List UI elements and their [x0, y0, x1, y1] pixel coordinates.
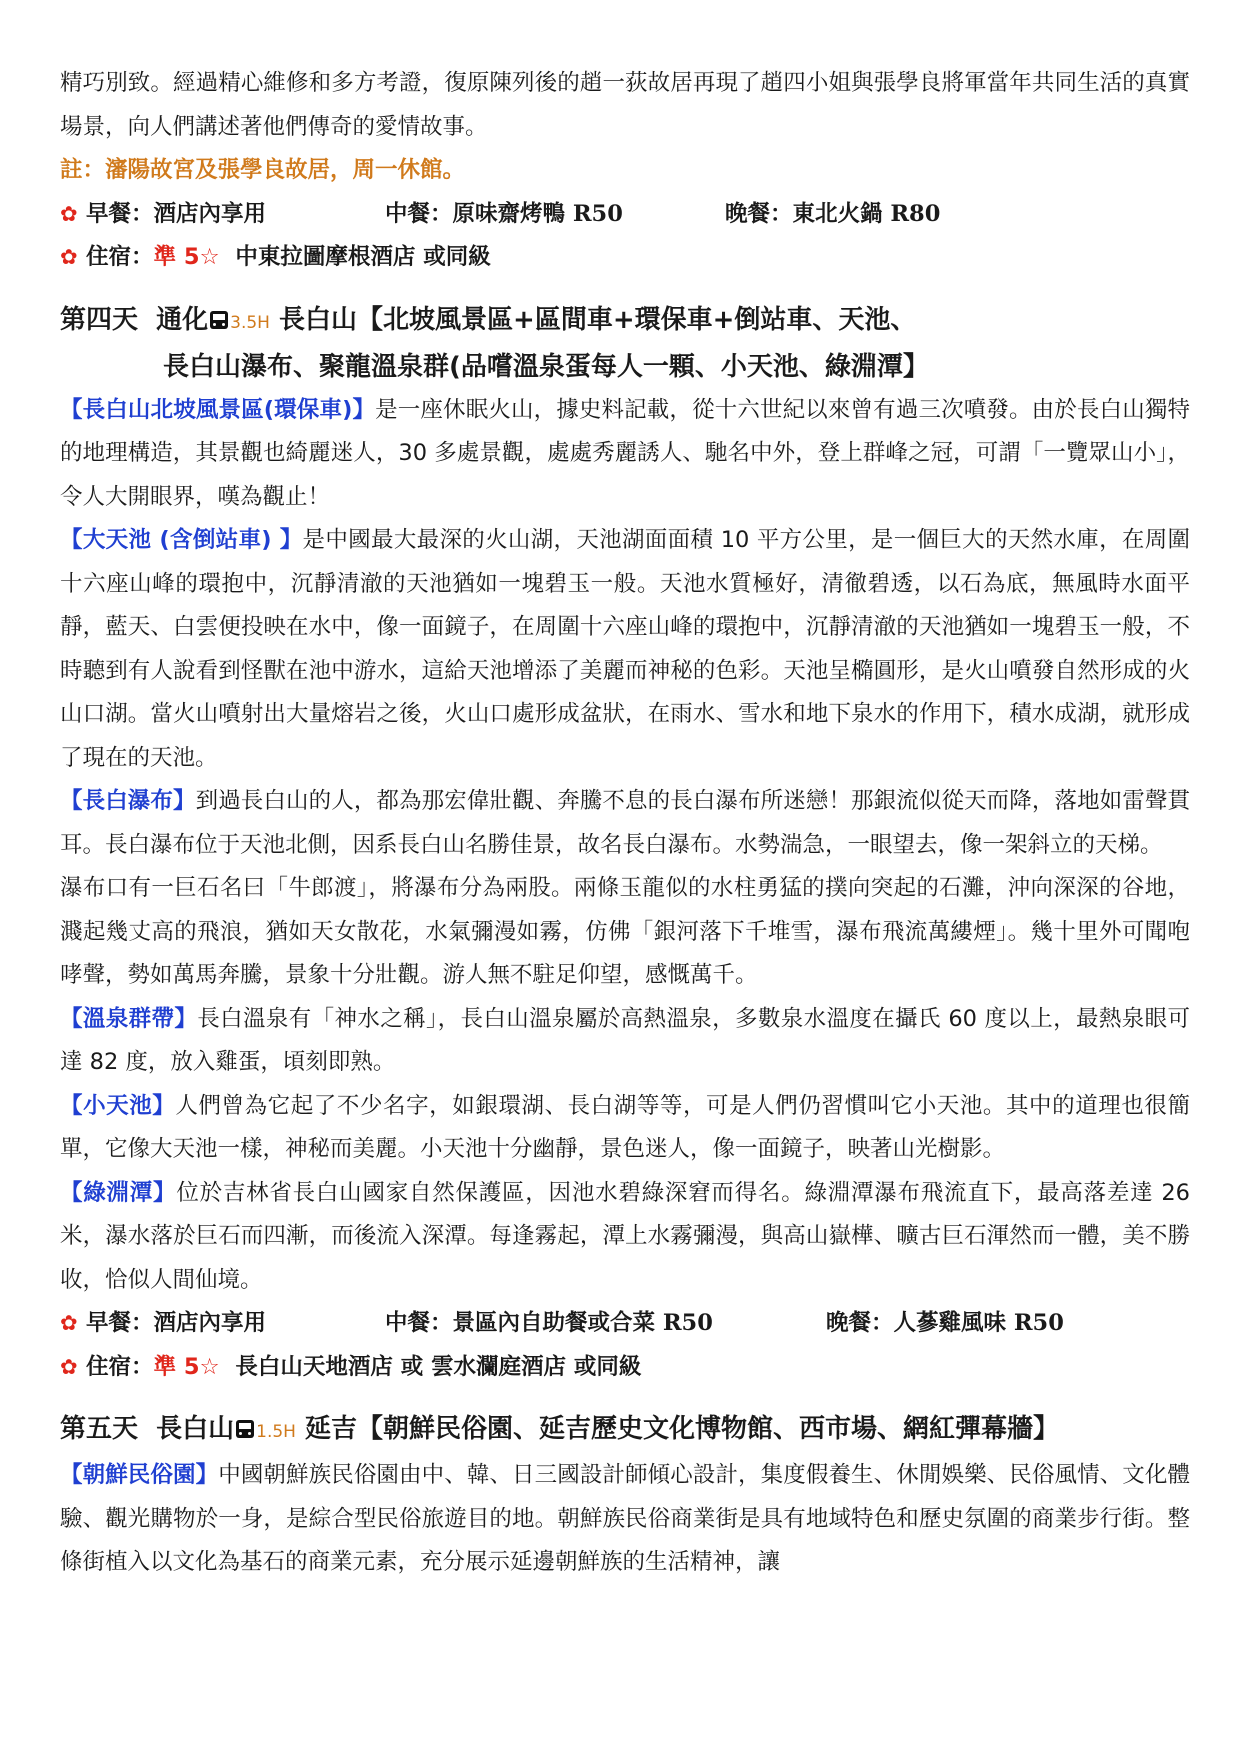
day3-meals — [60, 193, 1190, 237]
intro-paragraph: 精巧別致。經過精心維修和多方考證，復原陳列後的趙一荻故居再現了趙四小姐與張學良將軍當年共同生活的真實場景，向人們講述著他們傳奇的愛情故事。 — [60, 70, 1190, 140]
stay-rating: 準 5☆ — [153, 244, 220, 270]
flower-icon: ✿ — [60, 1354, 78, 1379]
stay-label: 住宿： — [86, 244, 154, 270]
lunch-price: R50 — [572, 200, 623, 227]
day-number: 第五天 — [60, 1414, 139, 1444]
section-paragraph — [60, 998, 1190, 1085]
bus-icon — [236, 1420, 254, 1438]
section-text: 人們曾為它起了不少名字，如銀環湖、長白湖等等，可是人們仍習慣叫它小天池。其中的道理也很簡單，它像大天池一樣，神秘而美麗。小天池十分幽靜，景色迷人，像一面鏡子，映著山光樹影。 — [60, 1092, 1190, 1162]
dinner-text: 晚餐：人蔘雞風味 — [826, 1310, 1007, 1336]
dinner-price: R50 — [1013, 1310, 1064, 1336]
breakfast-text: 早餐：酒店內享用 — [86, 200, 267, 227]
section-label: 【長白瀑布】 — [60, 788, 196, 814]
section-text: 到過長白山的人，都為那宏偉壯觀、奔騰不息的長白瀑布所迷戀！那銀流似從天而降，落地如雷聲貫耳。長白瀑布位于天池北側，因系長白山名勝佳景，故名長白瀑布。水勢湍急，一眼望去，像一架斜立的天梯。 — [60, 788, 1190, 858]
section-text: 位於吉林省長白山國家自然保護區，因池水碧綠深窘而得名。綠淵潭瀑布飛流直下，最高落差達 26 米，瀑水落於巨石而四漸，而後流入深潭。每逢霧起，潭上水霧彌漫，與高山嶽樺、曠古巨石渾然而一體，美不勝收，恰似人間仙境。 — [60, 1179, 1190, 1293]
stay-hotel: 中東拉圖摩根酒店 或同級 — [235, 244, 491, 270]
stay-hotel: 長白山天地酒店 或 雲水瀾庭酒店 或同級 — [235, 1353, 642, 1380]
breakfast-text: 早餐：酒店內享用 — [86, 1310, 267, 1336]
travel-duration: 3.5H — [230, 312, 270, 333]
section-text: 中國朝鮮族民俗園由中、韓、日三國設計師傾心設計，集度假養生、休閒娛樂、民俗風情、文化體驗、觀光購物於一身，是綜合型民俗旅遊目的地。朝鮮族民俗商業街是具有地域特色和歷史氛圍的商業步行街。整條街植入以文化為基石的商業元素，充分展示延邊朝鮮族的生活精神，讓 — [60, 1462, 1190, 1575]
lunch-text: 中餐：原味齋烤鴨 — [385, 200, 566, 227]
bus-icon — [210, 311, 228, 329]
dinner-text: 晚餐：東北火鍋 — [725, 200, 883, 227]
day4-title-line2: 長白山瀑布、聚龍溫泉群(品嚐溫泉蛋每人一顆、小天池、綠淵潭】 — [163, 351, 929, 382]
itinerary-page — [60, 62, 1190, 1585]
section-paragraph — [60, 867, 1190, 998]
section-paragraph — [60, 519, 1190, 780]
day-title-rest: 長白山【北坡風景區+區間車+環保車+倒站車、天池、 — [279, 304, 917, 335]
section-paragraph — [60, 1454, 1190, 1585]
section-label: 【長白山北坡風景區(環保車)】 — [60, 396, 376, 423]
section-label: 【綠淵潭】 — [60, 1179, 177, 1206]
day4-title — [60, 298, 1190, 345]
dinner-price: R80 — [890, 200, 941, 227]
section-paragraph — [60, 780, 1190, 867]
stay-rating: 準 5☆ — [153, 1353, 220, 1380]
day4-meals — [60, 1302, 1190, 1346]
section-label: 【溫泉群帶】 — [60, 1005, 198, 1032]
closing-note: 註：瀋陽故宮及張學良故居，周一休館。 — [60, 157, 466, 183]
day3-stay — [60, 236, 1190, 280]
section-paragraph — [60, 1085, 1190, 1172]
flower-icon: ✿ — [60, 245, 78, 269]
flower-icon: ✿ — [60, 1311, 78, 1335]
flower-icon: ✿ — [60, 201, 78, 226]
section-label: 【大天池 (含倒站車) 】 — [60, 527, 303, 553]
section-text: 瀑布口有一巨石名曰「牛郎渡」，將瀑布分為兩股。兩條玉龍似的水柱勇猛的撲向突起的石灘，沖向深深的谷地，濺起幾丈高的飛浪，猶如天女散花，水氣彌漫如霧，仿佛「銀河落下千堆雪，瀑布飛流萬縷煙」。幾十里外可聞咆哮聲，勢如萬馬奔騰，景象十分壯觀。游人無不駐足仰望，感慨萬千。 — [60, 875, 1190, 988]
section-text: 是中國最大最深的火山湖，天池湖面面積 10 平方公里，是一個巨大的天然水庫，在周圍十六座山峰的環抱中，沉靜清澈的天池猶如一塊碧玉一般。天池水質極好，清徹碧透，以石為底，無風時水面平靜，藍天、白雲便投映在水中，像一面鏡子，在周圍十六座山峰的環抱中，沉靜清澈的天池猶如一塊碧玉一般，不時聽到有人說看到怪獸在池中游水，這給天池增添了美麗而神秘的色彩。天池呈橢圓形，是火山噴發自然形成的火山口湖。當火山噴射出大量熔岩之後，火山口處形成盆狀，在雨水、雪水和地下泉水的作用下，積水成湖，就形成了現在的天池。 — [60, 527, 1191, 771]
from-location: 長白山 — [156, 1414, 235, 1444]
section-paragraph — [60, 389, 1190, 520]
travel-duration: 1.5H — [256, 1422, 296, 1442]
lunch-price: R50 — [662, 1310, 713, 1336]
from-location: 通化 — [156, 304, 209, 335]
section-text: 是一座休眠火山，據史料記載，從十六世紀以來曾有過三次噴發。由於長白山獨特的地理構造，其景觀也綺麗迷人，30 多處景觀，處處秀麗誘人、馳名中外，登上群峰之冠，可謂「一覽眾山小」，令人大開眼界，嘆為觀止！ — [60, 396, 1190, 510]
section-label: 【朝鮮民俗園】 — [60, 1462, 219, 1488]
day-title-rest: 延吉【朝鮮民俗園、延吉歷史文化博物館、西市場、網紅彈幕牆】 — [305, 1414, 1060, 1444]
section-paragraph — [60, 1172, 1190, 1303]
lunch-text: 中餐：景區內自助餐或合菜 — [385, 1310, 656, 1336]
day4-stay — [60, 1346, 1190, 1390]
day-number: 第四天 — [60, 304, 139, 335]
section-label: 【小天池】 — [60, 1092, 176, 1119]
stay-label: 住宿： — [86, 1353, 154, 1380]
day5-title — [60, 1407, 1190, 1454]
section-text: 長白溫泉有「神水之稱」，長白山溫泉屬於高熱溫泉，多數泉水溫度在攝氏 60 度以上，最熱泉眼可達 82 度，放入雞蛋，頃刻即熟。 — [60, 1005, 1190, 1075]
